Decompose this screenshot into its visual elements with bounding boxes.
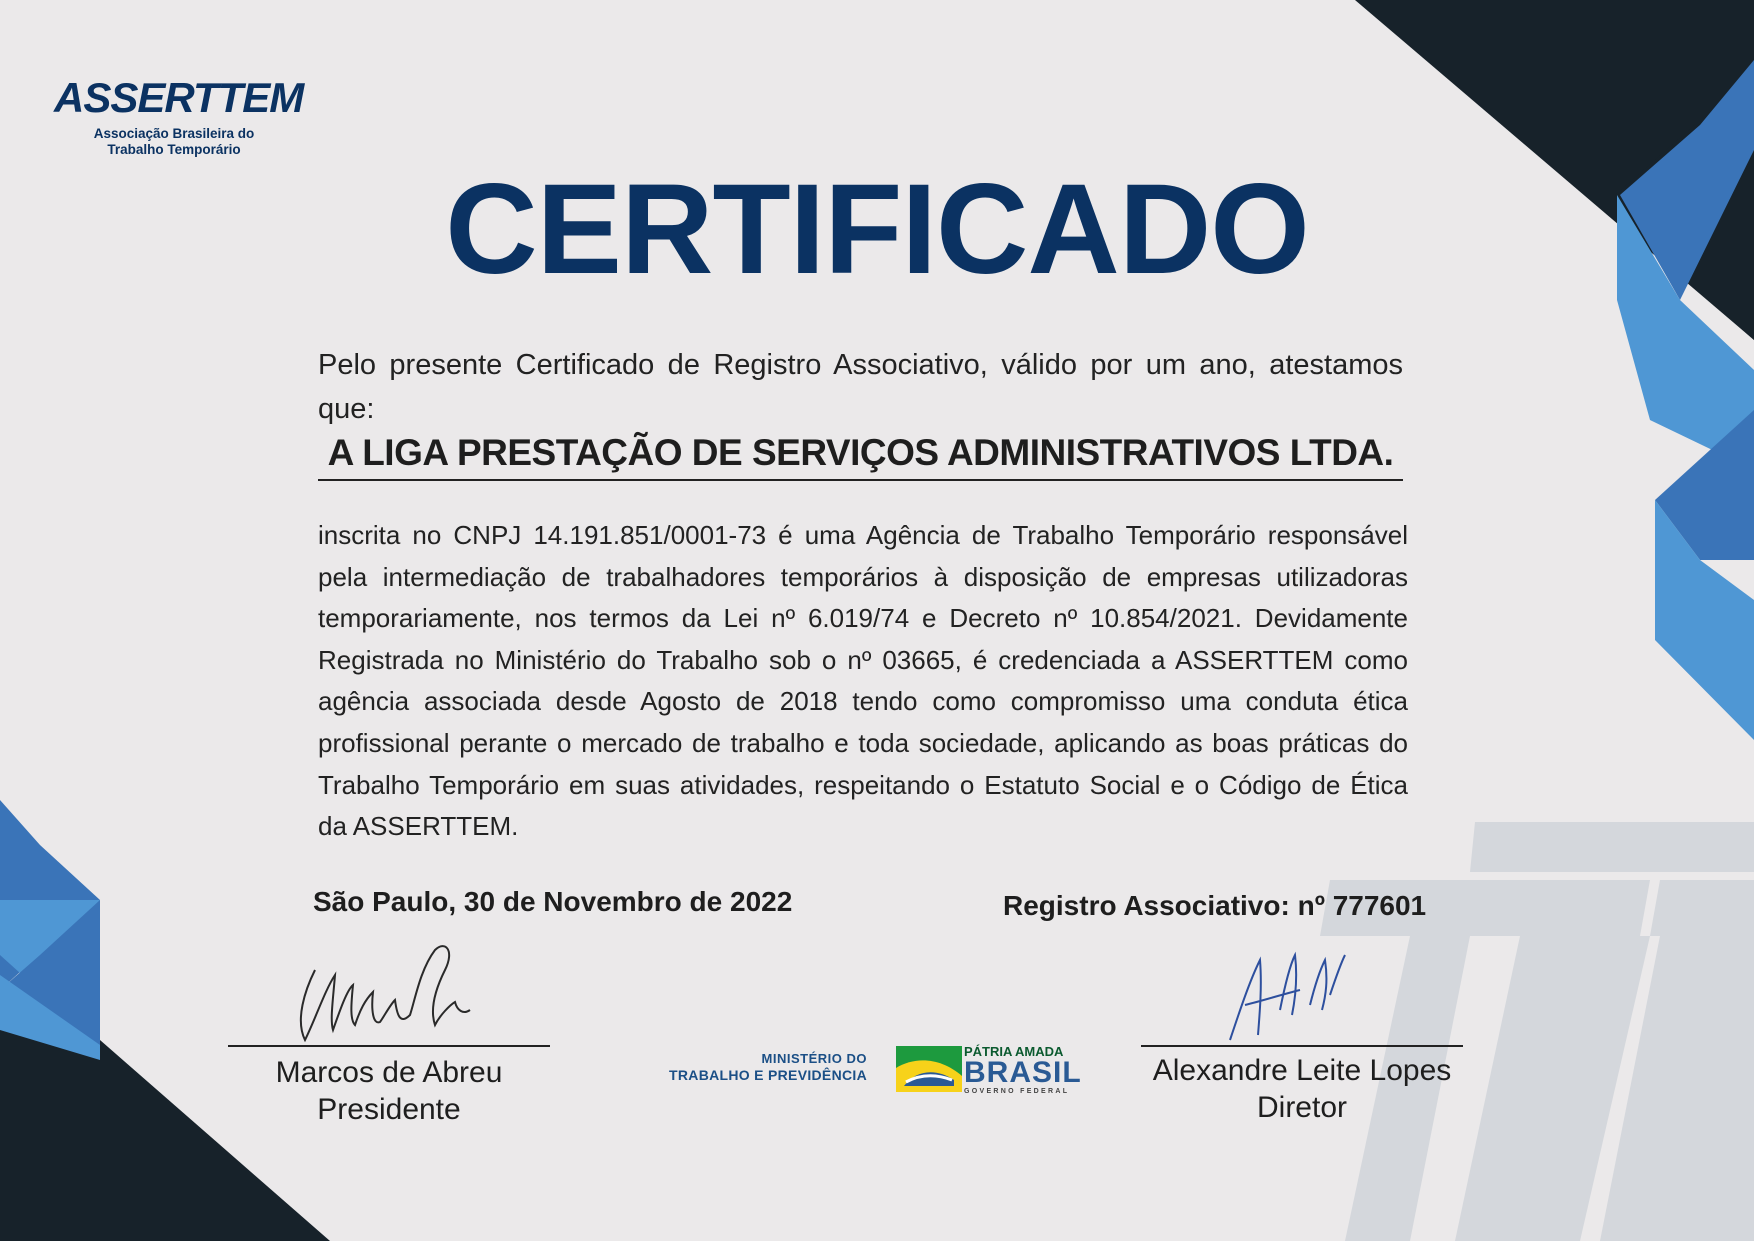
- signer-presidente: [228, 1054, 550, 1128]
- brasil-line2: BRASIL: [964, 1056, 1082, 1089]
- intro-text: Pelo presente Certificado de Registro Associativo, válido por um ano, atestamos que:: [318, 349, 1403, 425]
- brasil-logo-text: [964, 1044, 1082, 1096]
- signer-role: Presidente: [317, 1093, 461, 1126]
- ministry-line2: TRABALHO E PREVIDÊNCIA: [669, 1067, 867, 1083]
- ministry-line1: MINISTÉRIO DO: [761, 1051, 867, 1066]
- signer-name: Marcos de Abreu: [275, 1056, 503, 1089]
- signature-diretor: [1210, 940, 1360, 1050]
- signature-line-presidente: [228, 1045, 550, 1047]
- signature-presidente: [285, 930, 485, 1060]
- logo-wordmark: ASSERTTEM: [54, 74, 304, 121]
- company-name: A LIGA PRESTAÇÃO DE SERVIÇOS ADMINISTRATIVOS LTDA.: [327, 432, 1394, 473]
- signer-role: Diretor: [1256, 1091, 1347, 1124]
- brasil-line3: GOVERNO FEDERAL: [964, 1088, 1070, 1095]
- certificate-title: CERTIFICADO: [445, 158, 1309, 301]
- brasil-flag-icon: [896, 1046, 962, 1092]
- asserttem-logo: [54, 74, 304, 158]
- brasil-line1: PÁTRIA AMADA: [964, 1044, 1064, 1059]
- registro-associativo: Registro Associativo: nº 777601: [1003, 890, 1427, 921]
- logo-tagline: Associação Brasileira do Trabalho Temporário: [93, 126, 255, 157]
- ministry-logo: [662, 1051, 867, 1083]
- place-date: São Paulo, 30 de Novembro de 2022: [313, 886, 793, 917]
- signer-diretor: [1141, 1052, 1463, 1126]
- signer-name: Alexandre Leite Lopes: [1152, 1054, 1452, 1087]
- company-underline: [318, 479, 1403, 481]
- watermark-logo: [1320, 822, 1754, 1241]
- signature-line-diretor: [1141, 1045, 1463, 1047]
- certificate-body: inscrita no CNPJ 14.191.851/0001-73 é uma Agência de Trabalho Temporário responsável pela intermediação de trabalhadores temporários à disposição de empresas utilizadoras temporariamente, nos termos da Lei nº 6.019/74 e Decreto nº 10.854/2021. Devidamente Registrada no Ministério do Trabalho sob o nº 03665, é credenciada a ASSERTTEM como agência associada desde Agosto de 2018 tendo como compromisso uma conduta ética profissional perante o mercado de trabalho e toda sociedade, aplicando as boas práticas do Trabalho Temporário em suas atividades, respeitando o Estatuto Social e o Código de Ética da ASSERTTEM.: [318, 520, 1408, 842]
